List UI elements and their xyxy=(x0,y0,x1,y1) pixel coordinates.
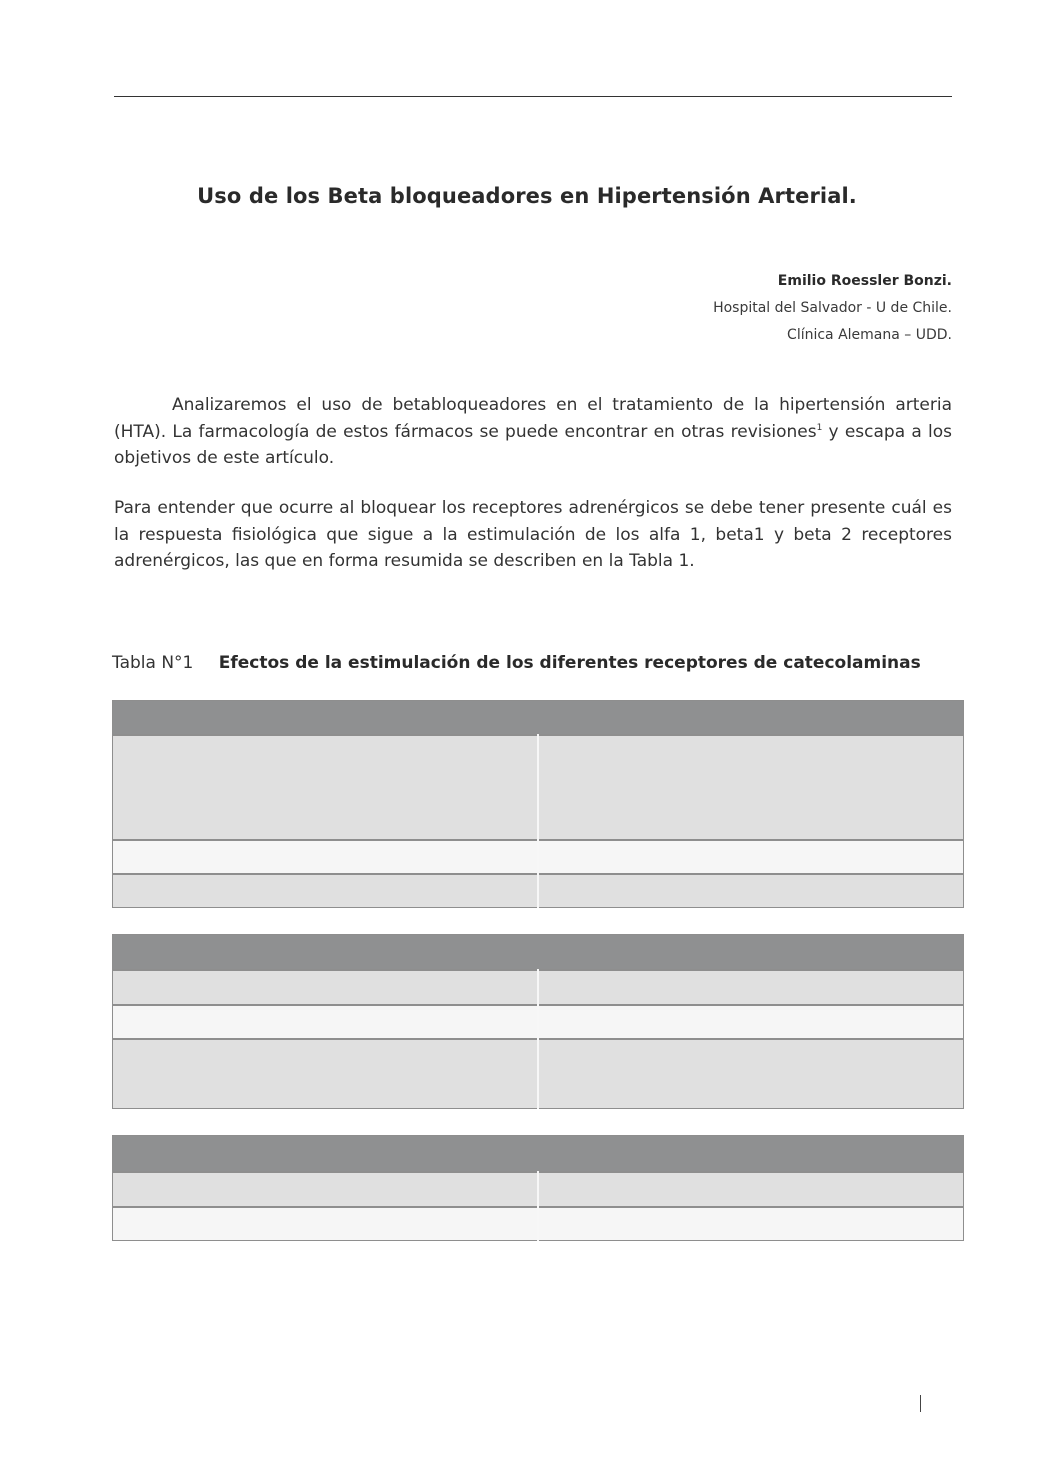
table-title: Efectos de la estimulación de los diferentes receptores de catecolaminas xyxy=(218,653,921,673)
table-row xyxy=(113,1039,964,1109)
table-row xyxy=(113,1172,964,1207)
table-label: Tabla N°1 xyxy=(112,653,194,673)
table-cell xyxy=(538,1005,964,1039)
paragraph-intro-text-a: Analizaremos el uso de betabloqueadores en el tratamiento de la hipertensión arteria (HTA). La farmacología de estos fármacos se puede encontrar en otras revisiones xyxy=(114,395,952,442)
table-row xyxy=(113,1207,964,1241)
paragraph-intro-text-b: y escapa a los objetivos de este artículo. xyxy=(114,421,952,468)
table-header-row xyxy=(113,701,964,735)
receptor-table-beta1 xyxy=(112,934,964,1109)
reference-superscript: 1 xyxy=(816,422,823,433)
table-cell xyxy=(113,1005,539,1039)
table-cell xyxy=(538,735,964,840)
table-header-cell xyxy=(113,935,964,970)
paragraph-receptors: Para entender que ocurre al bloquear los receptores adrenérgicos se debe tener presente cuál es la respuesta fisiológica que sigue a la estimulación de los alfa 1, beta1 y beta 2 receptores adrenérgicos, las que en forma resumida se describen en la Tabla 1. xyxy=(114,498,952,571)
article-title: Uso de los Beta bloqueadores en Hipertensión Arterial. xyxy=(197,184,857,208)
receptor-table-alpha1 xyxy=(112,700,964,908)
table-header-cell xyxy=(113,701,964,735)
table-row xyxy=(113,735,964,840)
author-block xyxy=(713,268,952,349)
table-row xyxy=(113,840,964,874)
table-cell xyxy=(113,1039,539,1109)
table-cell xyxy=(538,840,964,874)
table-cell xyxy=(113,874,539,908)
table-cell xyxy=(113,1207,539,1241)
table-cell xyxy=(113,970,539,1005)
table-cell xyxy=(113,840,539,874)
table-cell xyxy=(113,1172,539,1207)
table-header-row xyxy=(113,1136,964,1172)
receptor-table-beta2 xyxy=(112,1135,964,1241)
table-cell xyxy=(113,735,539,840)
table-row xyxy=(113,1005,964,1039)
page-number-mark xyxy=(920,1395,921,1412)
table-row xyxy=(113,874,964,908)
table-cell xyxy=(538,1207,964,1241)
author-name: Emilio Roessler Bonzi. xyxy=(777,273,952,289)
table-cell xyxy=(538,970,964,1005)
table-row xyxy=(113,970,964,1005)
table-cell xyxy=(538,874,964,908)
top-rule xyxy=(114,96,952,97)
affiliation-2: Clínica Alemana – UDD. xyxy=(787,327,952,343)
table-cell xyxy=(538,1039,964,1109)
paragraph-intro xyxy=(114,392,952,472)
affiliation-1: Hospital del Salvador - U de Chile. xyxy=(713,300,952,316)
table-header-row xyxy=(113,935,964,970)
table-caption xyxy=(112,653,921,673)
table-cell xyxy=(538,1172,964,1207)
table-header-cell xyxy=(113,1136,964,1172)
